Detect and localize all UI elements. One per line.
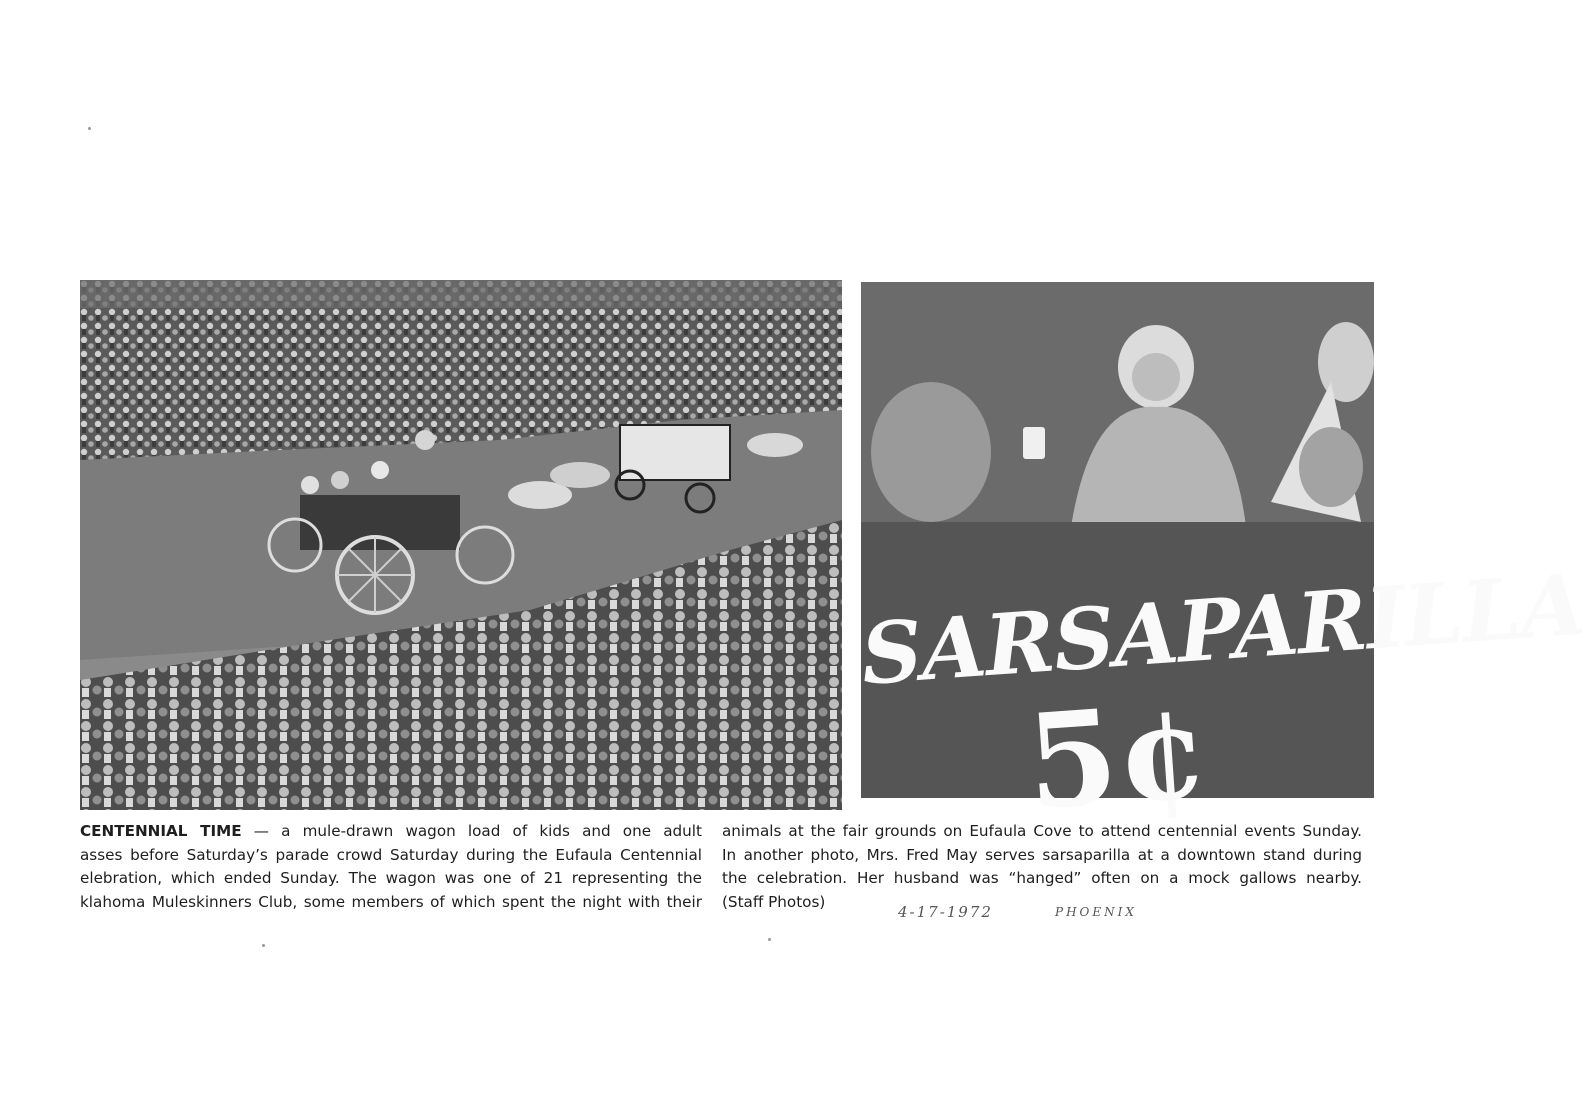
- caption-right-line-3: the celebration. Her husband was “hanged” often on a mock gallows nearby.: [722, 869, 1362, 888]
- caption-right: [722, 820, 1362, 914]
- caption-left-line-1: CENTENNIAL TIME — a mule-drawn wagon load of kids and one adult: [80, 822, 702, 840]
- scan-speck: [88, 127, 91, 130]
- sign-price: 5¢: [1021, 673, 1214, 840]
- caption-right-line-4: (Staff Photos): [722, 892, 826, 911]
- caption-right-line-2: In another photo, Mrs. Fred May serves sarsaparilla at a downtown stand during: [722, 845, 1362, 864]
- scan-speck: [768, 938, 771, 941]
- parade-photo: [80, 280, 842, 810]
- caption-right-line-1: animals at the fair grounds on Eufaula Cove to attend centennial events Sunday.: [722, 822, 1362, 840]
- scan-speck: [262, 944, 265, 947]
- caption-left-line-2: asses before Saturday’s parade crowd Saturday during the Eufaula Centennial: [80, 845, 702, 864]
- handwritten-paper-name: PHOENIX: [1055, 905, 1137, 919]
- caption-left: [80, 820, 702, 914]
- parade-photo-illustration: [80, 280, 842, 810]
- caption-kicker: CENTENNIAL TIME: [80, 822, 242, 840]
- caption-left-line-3: elebration, which ended Sunday. The wagon was one of 21 representing the: [80, 869, 702, 888]
- caption-left-line-4: klahoma Muleskinners Club, some members of which spent the night with their: [80, 892, 702, 911]
- handwritten-date: 4-17-1972: [898, 903, 993, 921]
- sign-word: SARSAPARILLA: [858, 554, 1587, 704]
